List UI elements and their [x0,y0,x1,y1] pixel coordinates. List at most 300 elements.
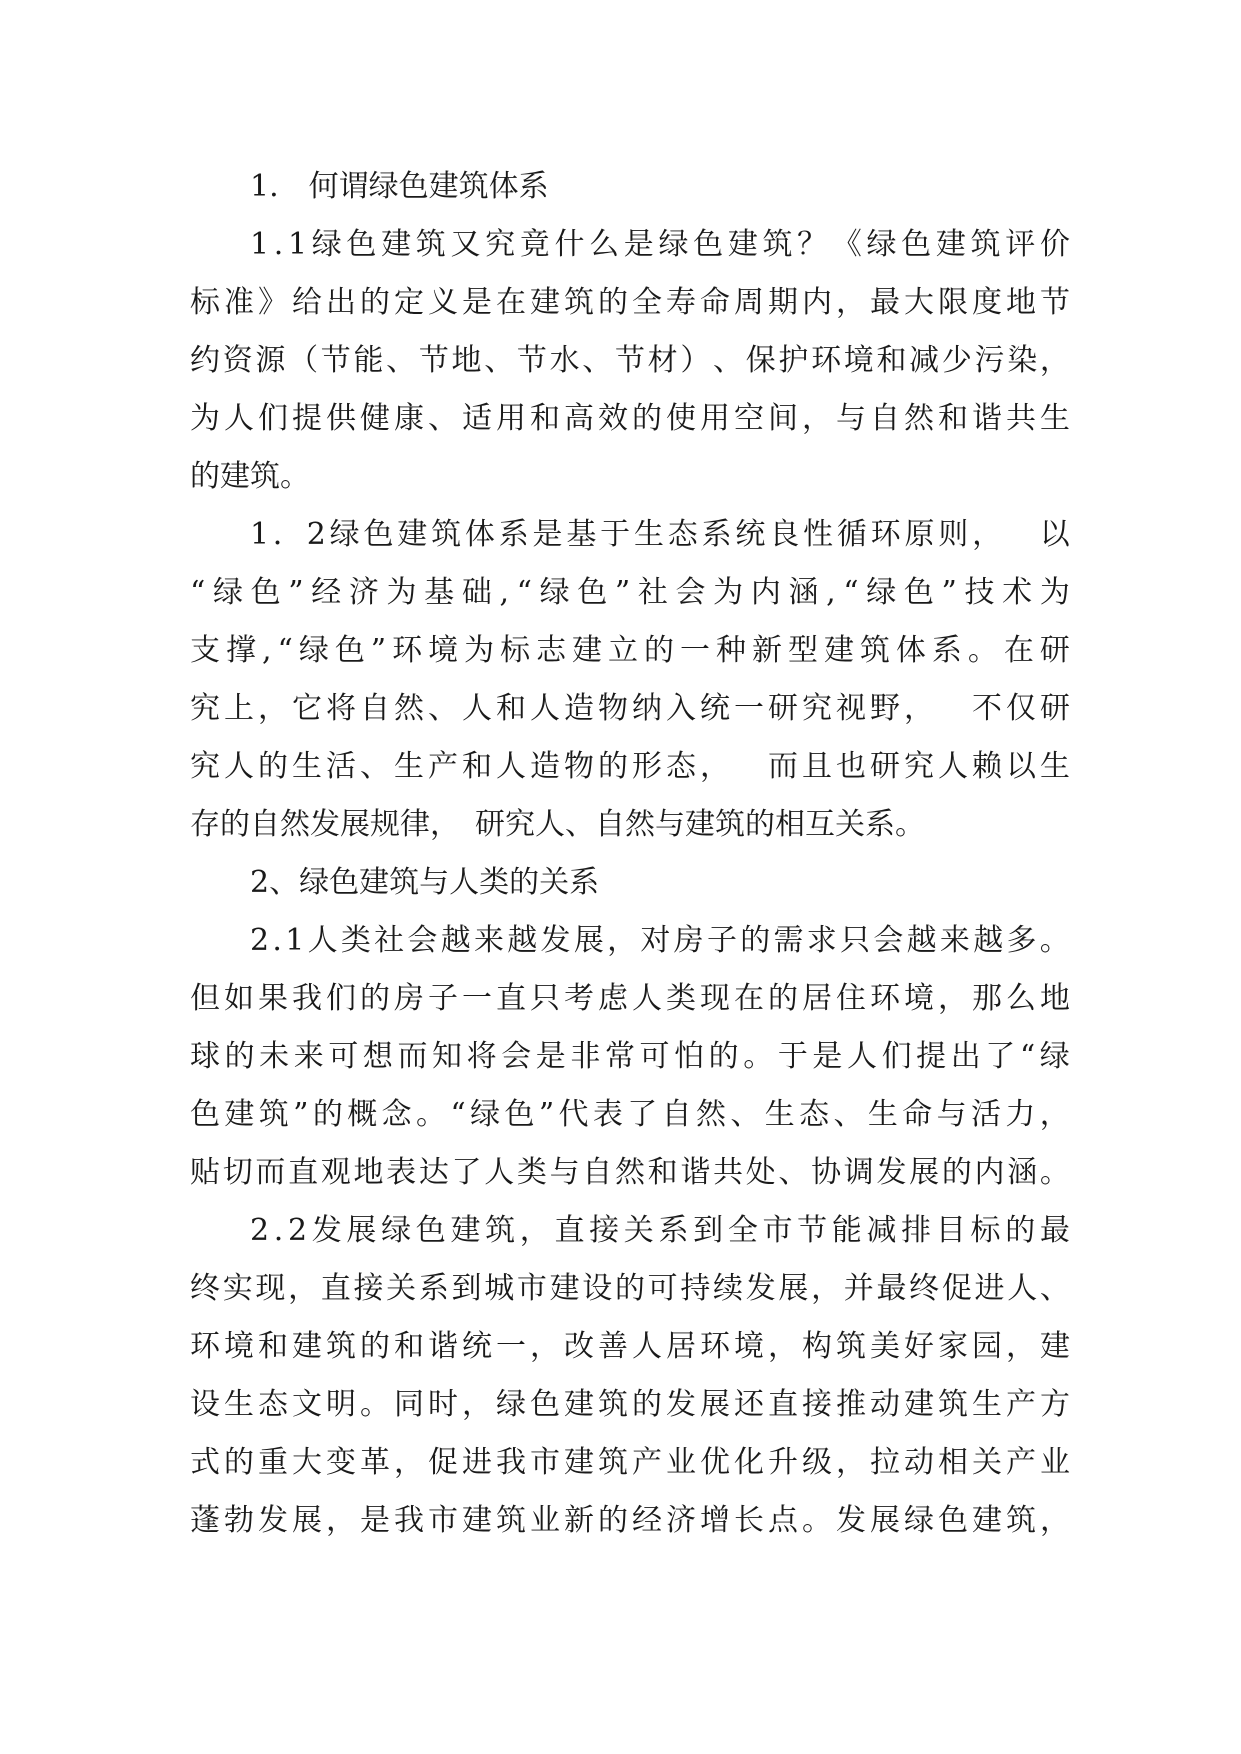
character: ” [941,575,957,610]
character: 是 [812,1039,843,1074]
character: 的 [224,1445,254,1480]
character: 筑 [258,1097,289,1132]
character: “ [450,1097,466,1132]
character: 系 [931,633,962,668]
character: ” [288,575,304,610]
character: 如 [224,981,254,1016]
character: 筑 [496,1503,526,1538]
character: 念 [381,1097,412,1132]
character: 色 [693,227,724,262]
character: 建 [904,1387,934,1422]
character: 与 [549,1155,580,1190]
character: 自 [870,401,900,436]
character: 提 [292,401,322,436]
character: 生 [972,1387,1002,1422]
character: 入 [666,691,696,726]
character: 绿 [904,1503,934,1538]
character: 建 [224,1097,255,1132]
character: 来 [473,923,504,958]
character: 建 [549,1271,580,1306]
character: 式 [190,1445,220,1480]
character: 建 [935,227,966,262]
character: 。 [1039,1155,1070,1190]
paragraph-line [190,1144,1070,1202]
character: 色 [901,227,932,262]
character: 节 [797,1213,828,1248]
character: 们 [881,1039,912,1074]
character: 革 [360,1445,390,1480]
character: 我 [394,1503,424,1538]
character: 。 [802,1503,832,1538]
character: , [499,575,509,610]
character: 供 [326,401,356,436]
character: 是 [623,227,654,262]
character: 、 [428,691,458,726]
character: 么 [1006,981,1036,1016]
character: 筑 [485,1213,516,1248]
character: 筑 [836,1329,866,1364]
character: 污 [974,343,1005,378]
character: ， [1040,1503,1070,1538]
character: 然 [696,1097,727,1132]
character: 类 [516,1155,547,1190]
paragraph-line [190,332,1070,390]
character: 造 [564,691,594,726]
character: 色 [903,575,934,610]
character: 人 [1007,1271,1038,1306]
character: 染 [1007,343,1038,378]
character: 研 [768,691,798,726]
paragraph-line [190,912,1070,970]
character: 用 [496,401,526,436]
character: 标 [500,633,531,668]
character: 和 [876,343,907,378]
character: 、 [386,343,417,378]
paragraph-line [190,680,1070,738]
character: 明 [326,1387,356,1422]
character: 高 [564,401,594,436]
character: 2 [287,1213,308,1248]
character: ， [938,981,968,1016]
character: 发 [745,1271,776,1306]
character: 用 [700,401,730,436]
character: ， [258,691,288,726]
character: ， [1006,1329,1036,1364]
character: . [273,227,284,262]
character: 节 [1040,285,1070,320]
character [734,738,764,796]
character: 度 [972,285,1002,320]
character: 境 [843,343,874,378]
character: 和 [258,1329,288,1364]
character: 活 [971,1097,1002,1132]
character: 究 [802,691,832,726]
paragraph-line [190,1202,1070,1260]
character: 立 [608,633,639,668]
character: 社 [374,923,405,958]
character: 需 [773,923,804,958]
character: 系 [498,517,529,552]
character: 优 [700,1445,730,1480]
character: 们 [326,981,356,1016]
character: 出 [326,285,356,320]
character: 境 [224,1329,254,1364]
character: 筑 [970,227,1001,262]
character: 地 [451,343,482,378]
character: 内 [974,1155,1005,1190]
character: 绿 [866,575,897,610]
character: ， [811,1271,842,1306]
character: 展 [870,1503,900,1538]
character: 不 [972,691,1002,726]
character: 展 [778,1271,809,1306]
character: 保 [745,343,776,378]
character: 研 [1040,691,1070,726]
paragraph-line [190,738,1070,796]
character: 表 [386,1155,417,1190]
character: 在 [734,981,764,1016]
character: 内 [802,285,832,320]
character: 环 [190,1329,220,1364]
character: 达 [418,1155,449,1190]
character: 是 [360,1503,390,1538]
character: 是 [462,285,492,320]
character: 的 [360,285,390,320]
character: 的 [258,749,288,784]
character: 的 [224,1039,255,1074]
character: 生 [867,1097,898,1132]
character: 物 [564,749,594,784]
character: “ [1019,1039,1036,1074]
character: 。 [743,1039,774,1074]
character: 统 [735,517,766,552]
character: 居 [802,981,832,1016]
character: ， [462,1387,492,1422]
paragraph-line [190,274,1070,332]
character: 方 [1040,1387,1070,1422]
character: 人 [484,1155,515,1190]
character: 绿 [539,575,570,610]
character: 全 [632,285,662,320]
character: ， [530,1329,560,1364]
character: 我 [292,981,322,1016]
character: ， [288,1271,319,1306]
character: 会 [501,1039,532,1074]
character: 子 [428,981,458,1016]
character: 是 [532,517,563,552]
character: 筑 [598,1445,628,1480]
character: 环 [392,633,423,668]
character: 地 [353,1155,384,1190]
character: , [261,633,272,668]
character: 在 [1003,633,1034,668]
character: 术 [1002,575,1033,610]
character: 自 [661,1097,692,1132]
character: 周 [734,285,764,320]
character: 济 [348,575,379,610]
character: 的 [632,401,662,436]
character: 性 [803,517,833,552]
character: 多 [1006,923,1037,958]
character: 产 [428,749,458,784]
character: 直 [554,1213,585,1248]
character: 展 [700,1387,730,1422]
character: 、 [730,1097,761,1132]
character: 的 [708,1039,739,1074]
character: 绿 [381,1213,412,1248]
character: 业 [1040,1445,1070,1480]
character: 2 [250,1213,270,1248]
character: 什 [554,227,585,262]
character: 准 [224,285,254,320]
character: 1 [250,227,270,262]
character: 可 [639,1039,670,1074]
character: 纳 [632,691,662,726]
character: 限 [938,285,968,320]
character: 态 [258,1387,288,1422]
character: 接 [589,1213,620,1248]
character: 内 [750,575,781,610]
character: 筑 [564,285,594,320]
character: 色 [415,1213,446,1248]
character: 将 [326,691,356,726]
character: 类 [340,923,371,958]
character: 实 [222,1271,253,1306]
character: 怕 [674,1039,705,1074]
character: 涵 [1007,1155,1038,1190]
character: ） [680,343,711,378]
character: 来 [293,1039,324,1074]
character: 级 [802,1445,832,1480]
character: 赖 [972,749,1002,784]
character: 色 [250,575,281,610]
character: 材 [647,343,678,378]
character: . [272,923,282,958]
character: 、 [428,401,458,436]
character: 动 [904,1445,934,1480]
character: “ [277,633,293,668]
character: 化 [734,1445,764,1480]
character: 和 [394,1329,424,1364]
character: 环 [700,1329,730,1364]
character: 目 [935,1213,966,1248]
character: 竟 [519,227,550,262]
paragraph-line [190,506,1070,564]
character: ， [802,401,832,436]
character: 人 [530,691,560,726]
character: 绿 [866,227,897,262]
character: 1 [287,227,308,262]
character: 2 [250,923,270,958]
character: 环 [870,981,900,1016]
character: 和 [496,691,526,726]
character: 野 [870,691,900,726]
character: 谐 [680,1155,711,1190]
character: 市 [516,1271,547,1306]
character: 而 [255,1155,286,1190]
character: 基 [566,517,597,552]
character: 产 [632,1445,662,1480]
character: 的 [598,1503,628,1538]
character: 、 [1039,1271,1070,1306]
character: ” [614,575,631,610]
character: 系 [658,1213,689,1248]
character: 观 [320,1155,351,1190]
character: 促 [428,1445,458,1480]
character: 进 [974,1271,1005,1306]
character: 一 [680,633,710,668]
character: 究 [190,749,220,784]
character: 关 [623,1213,654,1248]
character: 于 [600,517,631,552]
character: 持 [680,1271,711,1306]
character: 建 [450,1213,481,1248]
character: 文 [292,1387,322,1422]
character: 发 [540,923,571,958]
character: 建 [530,285,560,320]
character: 美 [870,1329,900,1364]
character: 我 [496,1445,526,1480]
character: 来 [939,923,970,958]
character: 统 [462,1329,492,1364]
character: 的 [598,285,628,320]
character: 建 [823,633,854,668]
character: 和 [938,401,968,436]
character: 果 [258,981,288,1016]
character: 以 [1006,749,1036,784]
character: 相 [938,1445,968,1480]
character: ， [836,285,866,320]
character: 处 [745,1155,776,1190]
character: 促 [941,1271,972,1306]
character: 也 [836,749,866,784]
character: 在 [496,285,526,320]
paragraph-line: 存的自然发展规律， 研究人、自然与建筑的相互关系。 [190,807,925,842]
character: 市 [530,1445,560,1480]
character: 概 [347,1097,378,1132]
character: 和 [647,1155,678,1190]
character: 则 [938,517,969,552]
character: 命 [902,1097,933,1132]
character: 的 [644,633,675,668]
character: 系 [418,1271,449,1306]
character: 体 [464,517,495,552]
character: 考 [564,981,594,1016]
character: 一 [462,981,492,1016]
character: 良 [769,517,800,552]
character: 人 [224,401,254,436]
character: 生 [633,517,664,552]
character: 协 [811,1155,842,1190]
paragraph-line: 的建筑。 [190,459,310,494]
section-heading: 1. 何谓绿色建筑体系 [250,169,549,204]
paragraph-line [190,1260,1070,1318]
character: 生 [1040,401,1070,436]
character: 减 [909,343,940,378]
character: 发 [666,1387,696,1422]
character: 水 [549,343,580,378]
character: 时 [428,1387,458,1422]
character: ， [836,1445,866,1480]
character: . [273,1213,284,1248]
character: 体 [895,633,926,668]
character: 它 [292,691,322,726]
character: 地 [1040,981,1070,1016]
character: 型 [787,633,818,668]
character: 建 [564,1387,594,1422]
character: 增 [700,1503,730,1538]
character: 到 [451,1271,482,1306]
character: 可 [328,1039,359,1074]
character: 绿 [470,1097,501,1132]
character: 标 [190,285,220,320]
character: 新 [564,1503,594,1538]
paragraph-line [190,1434,1070,1492]
character: 善 [598,1329,628,1364]
character: 态 [667,517,698,552]
character: 现 [700,981,730,1016]
character: 贴 [190,1155,220,1190]
character: ， [904,691,934,726]
character: 标 [970,1213,1001,1248]
character: 人 [307,923,338,958]
character: 新 [751,633,782,668]
character: 境 [904,981,934,1016]
character: 直 [288,1155,319,1190]
character: 升 [768,1445,798,1480]
character: 色 [334,633,365,668]
character: 谐 [428,1329,458,1364]
character: ， [972,517,1003,552]
character: 市 [428,1503,458,1538]
character: 越 [973,923,1004,958]
character: 但 [190,981,220,1016]
character: 共 [713,1155,743,1190]
character: 究 [190,691,220,726]
character: 建 [1040,1329,1070,1364]
character: 那 [972,981,1002,1016]
character: 城 [484,1271,515,1306]
character: 。 [1039,923,1070,958]
character: 建 [397,517,428,552]
character: 住 [836,981,866,1016]
character: 绿 [1039,1039,1070,1074]
character: 经 [632,1503,662,1538]
character: ， [768,1329,798,1364]
paragraph-line [190,970,1070,1028]
character: 筑 [1006,1503,1036,1538]
character: 价 [1039,227,1070,262]
character: 的 [632,1387,662,1422]
character: 自 [582,1155,613,1190]
section-heading: 2、绿色建筑与人类的关系 [250,865,600,900]
character: 的 [614,1271,645,1306]
character [938,680,968,738]
character: 么 [589,227,620,262]
paragraph-line [190,1376,1070,1434]
character: 市 [762,1213,793,1248]
character: 越 [440,923,471,958]
character: 节 [614,343,645,378]
character: 表 [592,1097,623,1132]
character: 产 [1006,1387,1036,1422]
character: 发 [876,1155,907,1190]
character: 切 [222,1155,253,1190]
character: ． [272,517,303,552]
character: 业 [666,1445,696,1480]
character: 究 [904,749,934,784]
character: 形 [632,749,662,784]
